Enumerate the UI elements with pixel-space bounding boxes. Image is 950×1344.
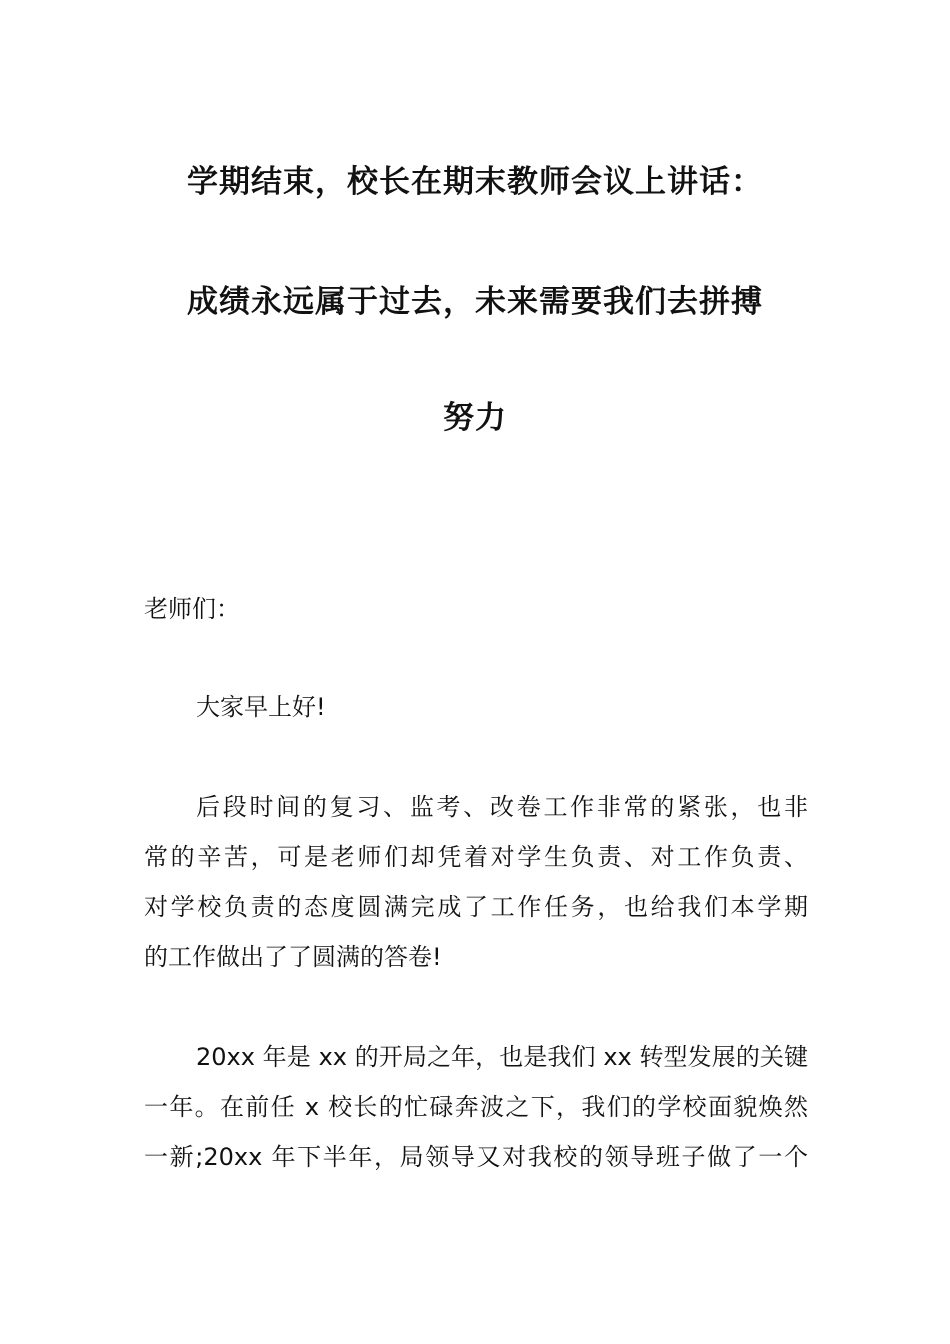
title-line-3: 努力 (443, 400, 507, 436)
title-line-2: 成绩永远属于过去，未来需要我们去拼搏 (187, 284, 763, 320)
paragraph-1-line-4: 的工作做出了了圆满的答卷! (144, 943, 442, 971)
paragraph-1-line-2: 常的辛苦，可是老师们却凭着对学生负责、对工作负责、 (144, 843, 808, 871)
paragraph-2-line-1: 20xx 年是 xx 的开局之年，也是我们 xx 转型发展的关键 (196, 1043, 808, 1071)
paragraph-2-line-2: 一年。在前任 x 校长的忙碌奔波之下，我们的学校面貌焕然 (144, 1093, 808, 1121)
title-line-1: 学期结束，校长在期末教师会议上讲话： (187, 164, 763, 200)
salutation: 老师们： (144, 595, 240, 623)
greeting-line: 大家早上好! (196, 693, 326, 721)
paragraph-1-line-3: 对学校负责的态度圆满完成了工作任务，也给我们本学期 (144, 893, 808, 921)
paragraph-2-line-3: 一新;20xx 年下半年，局领导又对我校的领导班子做了一个 (144, 1143, 808, 1171)
paragraph-1-line-1: 后段时间的复习、监考、改卷工作非常的紧张，也非 (196, 793, 808, 821)
